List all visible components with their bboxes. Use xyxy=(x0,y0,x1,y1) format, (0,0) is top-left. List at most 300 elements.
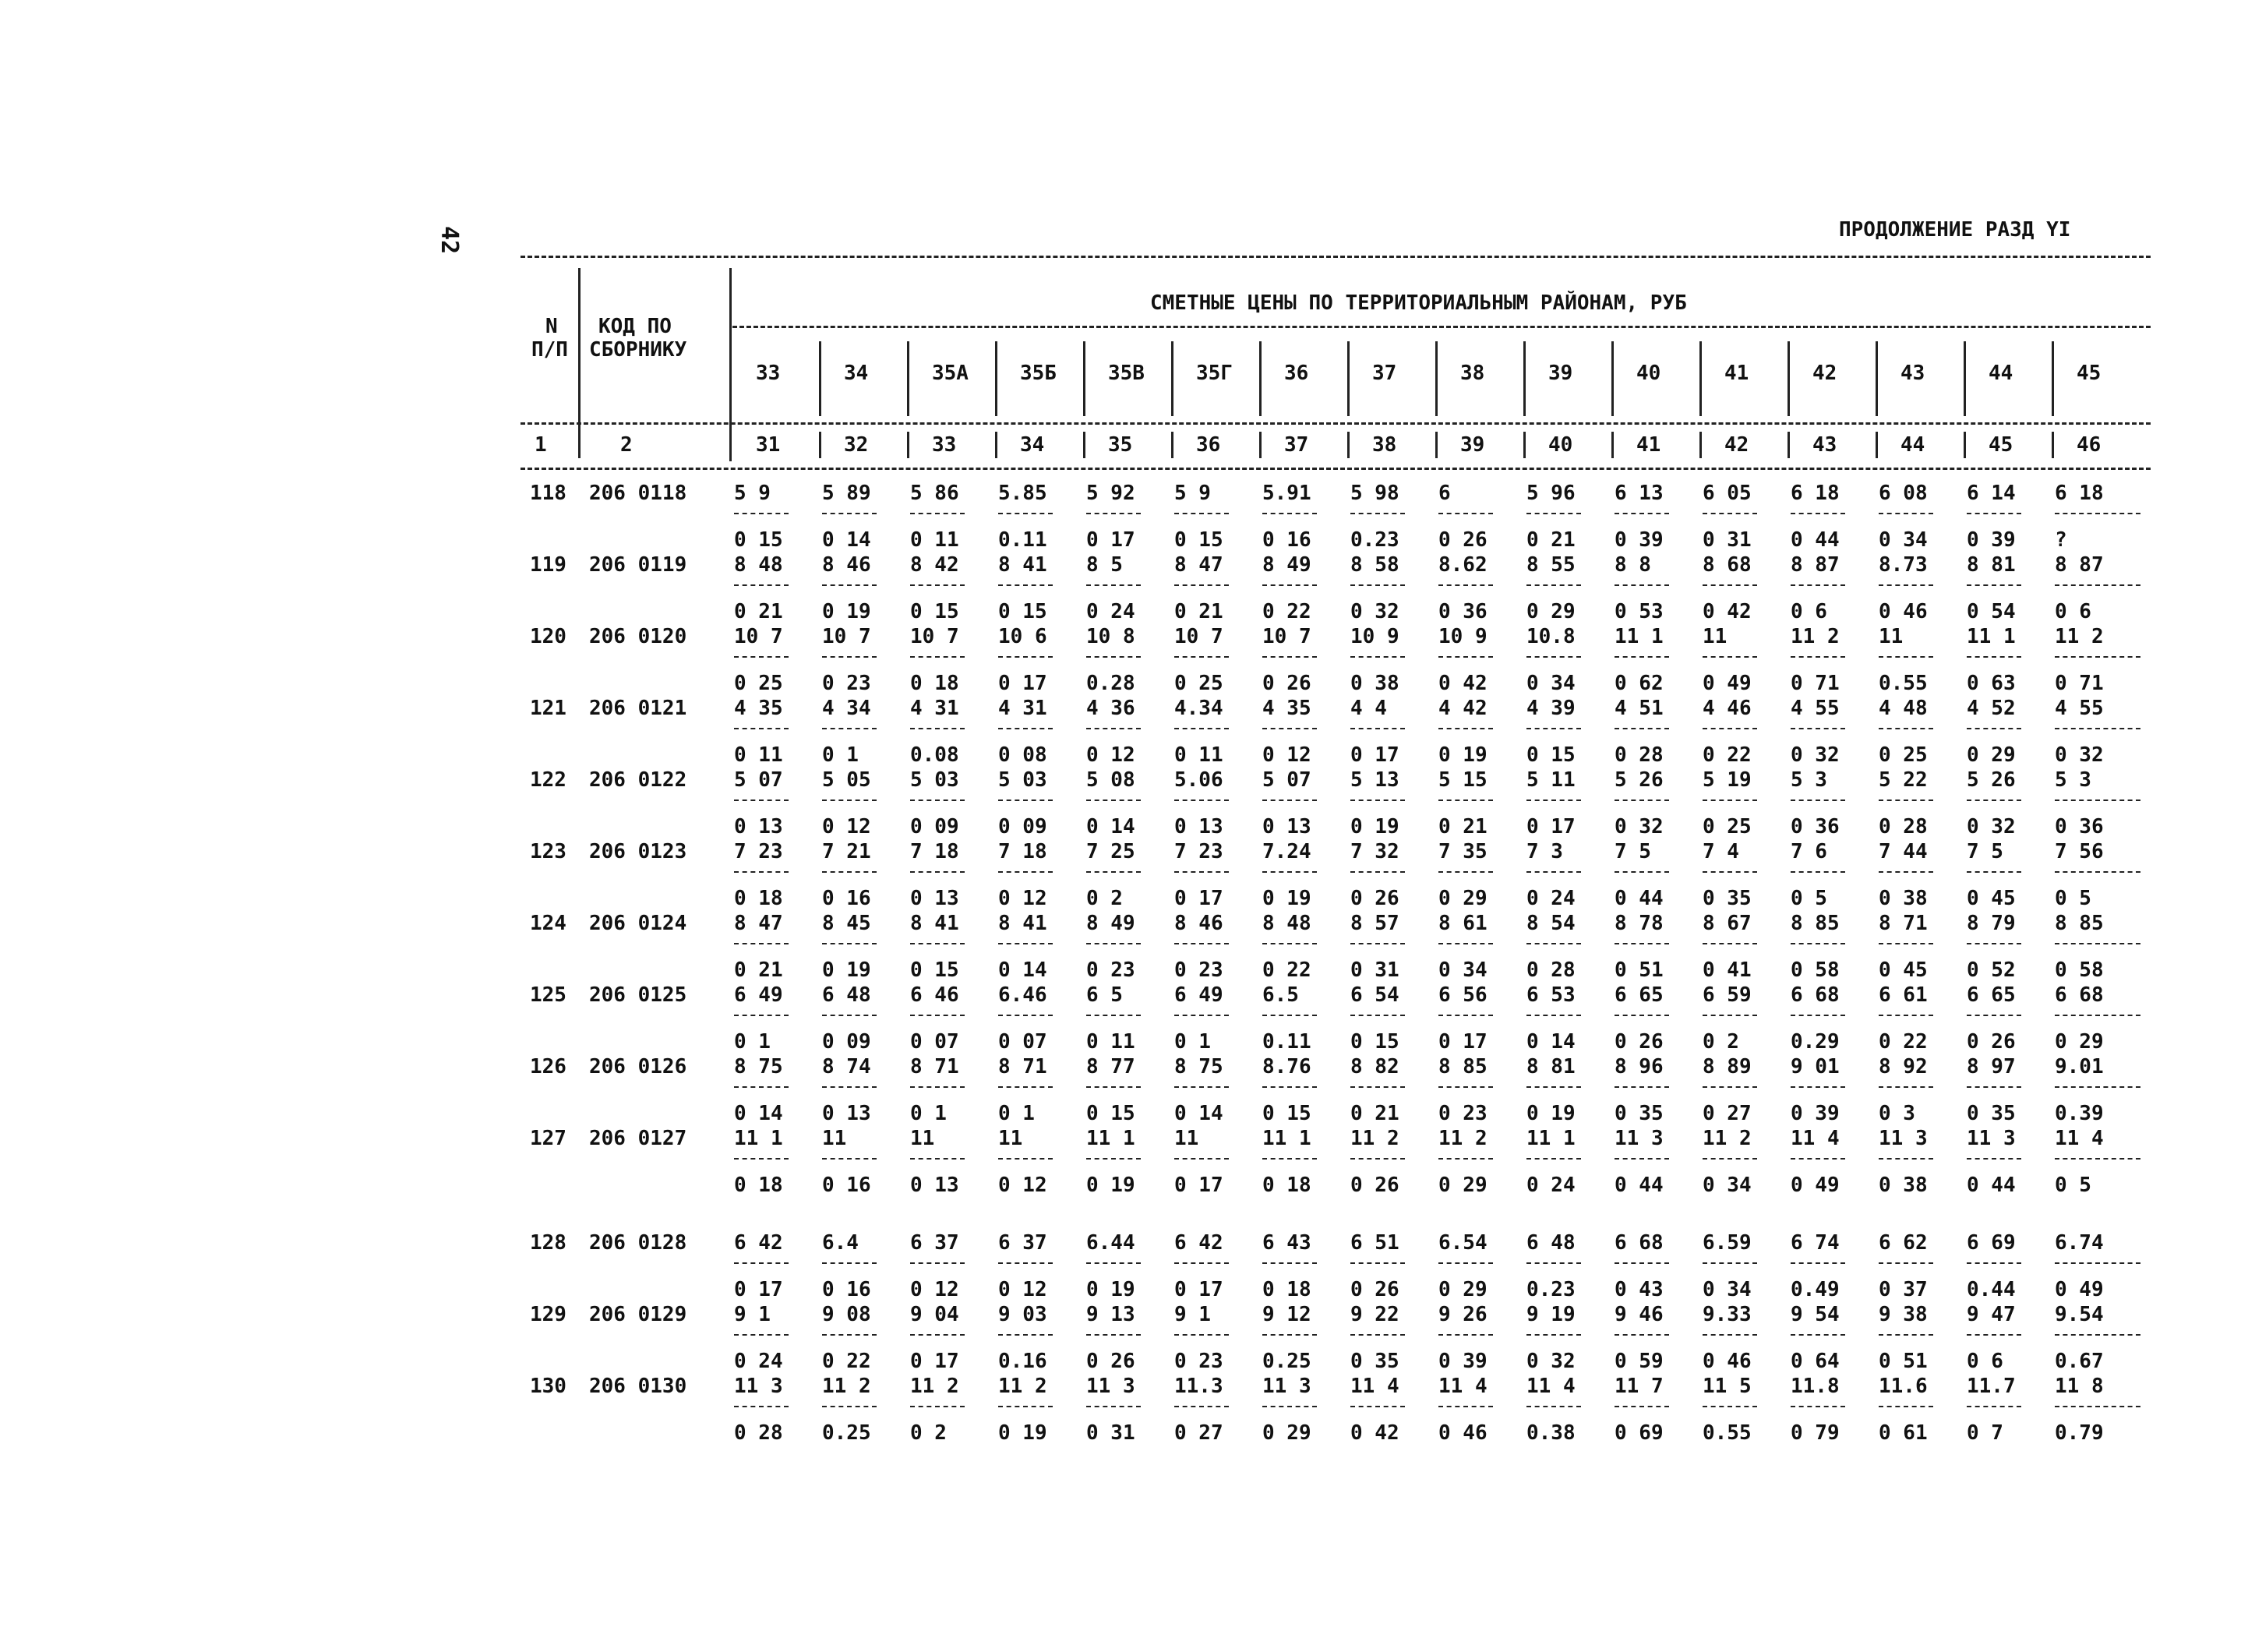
fraction-bar xyxy=(1086,1406,1141,1407)
labor-value: 0 34 xyxy=(1438,958,1488,982)
labor-value: 0 24 xyxy=(734,1350,783,1373)
price-value: 8 54 xyxy=(1526,912,1576,935)
column-separator xyxy=(1347,341,1350,416)
fraction-bar xyxy=(734,1158,789,1160)
labor-value: 0 15 xyxy=(1526,743,1576,767)
labor-value: 0 41 xyxy=(1703,958,1752,982)
price-value: 10 7 xyxy=(734,625,783,648)
fraction-bar xyxy=(1967,1334,2021,1336)
fraction-bar xyxy=(2055,1086,2140,1088)
labor-value: 0 26 xyxy=(1438,528,1488,552)
fraction-bar xyxy=(1879,800,1933,801)
fraction-bar xyxy=(2055,656,2140,658)
fraction-bar xyxy=(822,871,877,873)
price-value: 5 9 xyxy=(1174,482,1211,505)
price-value: 11 2 xyxy=(998,1375,1047,1398)
price-value: 8 67 xyxy=(1703,912,1752,935)
fraction-bar xyxy=(1438,584,1493,586)
labor-value: 0 28 xyxy=(1615,743,1664,767)
labor-value: ? xyxy=(2055,528,2067,552)
labor-value: 0 17 xyxy=(910,1350,959,1373)
labor-value: 0 25 xyxy=(1703,815,1752,838)
fraction-bar xyxy=(1879,1158,1933,1160)
fraction-bar xyxy=(1791,1262,1845,1264)
price-value: 6 65 xyxy=(1615,983,1664,1007)
labor-value: 0 58 xyxy=(2055,958,2104,982)
fraction-bar xyxy=(1438,871,1493,873)
fraction-bar xyxy=(734,1406,789,1407)
column-header-region: 41 xyxy=(1724,362,1749,385)
labor-value: 0 25 xyxy=(1879,743,1928,767)
labor-value: 0 71 xyxy=(1791,672,1840,695)
fraction-bar xyxy=(2055,800,2140,801)
fraction-bar xyxy=(2055,1015,2140,1016)
fraction-bar xyxy=(1350,728,1405,729)
fraction-bar xyxy=(1438,1015,1493,1016)
fraction-bar xyxy=(1526,1262,1581,1264)
fraction-bar xyxy=(734,1334,789,1336)
fraction-bar xyxy=(1526,1158,1581,1160)
fraction-bar xyxy=(1174,513,1229,514)
labor-value: 0 17 xyxy=(734,1278,783,1301)
price-value: 11.3 xyxy=(1174,1375,1223,1398)
fraction-bar xyxy=(822,800,877,801)
labor-value: 0 19 xyxy=(1350,815,1399,838)
labor-value: 0 21 xyxy=(734,600,783,623)
price-value: 8 58 xyxy=(1350,553,1399,577)
price-value: 5 07 xyxy=(1262,768,1311,792)
labor-value: 0 61 xyxy=(1879,1421,1928,1445)
price-value: 5 13 xyxy=(1350,768,1399,792)
fraction-bar xyxy=(1174,871,1229,873)
fraction-bar xyxy=(1703,584,1757,586)
price-value: 10 9 xyxy=(1350,625,1399,648)
price-value: 8 82 xyxy=(1350,1055,1399,1078)
fraction-bar xyxy=(1262,513,1317,514)
price-value: 8 45 xyxy=(822,912,871,935)
labor-value: 0 18 xyxy=(1262,1174,1311,1197)
price-value: 8 81 xyxy=(1526,1055,1576,1078)
fraction-bar xyxy=(998,1015,1053,1016)
column-header-region: 40 xyxy=(1636,362,1661,385)
labor-value: 0.11 xyxy=(1262,1030,1311,1054)
labor-value: 0 36 xyxy=(1791,815,1840,838)
column-separator xyxy=(578,432,581,458)
labor-value: 0 28 xyxy=(1526,958,1576,982)
column-separator xyxy=(1876,432,1878,458)
section-continuation-title: ПРОДОЛЖЕНИЕ РАЗД YI xyxy=(1839,218,2071,242)
fraction-bar xyxy=(734,728,789,729)
price-value: 10 7 xyxy=(1174,625,1223,648)
labor-value: 0 08 xyxy=(998,743,1047,767)
price-value: 6 5 xyxy=(1086,983,1123,1007)
price-value: 8.73 xyxy=(1879,553,1928,577)
price-value: 8 49 xyxy=(1262,553,1311,577)
labor-value: 0 11 xyxy=(1174,743,1223,767)
fraction-bar xyxy=(1262,584,1317,586)
price-value: 9 47 xyxy=(1967,1303,2016,1326)
labor-value: 0 19 xyxy=(822,958,871,982)
column-separator xyxy=(578,268,581,458)
fraction-bar xyxy=(1967,1406,2021,1407)
labor-value: 0 26 xyxy=(1967,1030,2016,1054)
price-value: 7 44 xyxy=(1879,840,1928,863)
price-value: 6.59 xyxy=(1703,1231,1752,1255)
fraction-bar xyxy=(1615,871,1669,873)
price-value: 11 4 xyxy=(2055,1127,2104,1150)
row-code: 206 0122 xyxy=(589,768,687,792)
labor-value: 0 14 xyxy=(1086,815,1135,838)
labor-value: 0 26 xyxy=(1086,1350,1135,1373)
fraction-bar xyxy=(1879,656,1933,658)
fraction-bar xyxy=(1174,1406,1229,1407)
labor-value: 0 36 xyxy=(2055,815,2104,838)
price-value: 8.62 xyxy=(1438,553,1488,577)
column-number: 45 xyxy=(1989,433,2013,457)
labor-value: 0.23 xyxy=(1350,528,1399,552)
fraction-bar xyxy=(1879,513,1933,514)
fraction-bar xyxy=(910,584,965,586)
price-value: 5 96 xyxy=(1526,482,1576,505)
labor-value: 0 32 xyxy=(2055,743,2104,767)
labor-value: 0 35 xyxy=(1615,1102,1664,1125)
price-value: 5.06 xyxy=(1174,768,1223,792)
fraction-bar xyxy=(1615,1015,1669,1016)
fraction-bar xyxy=(1526,1086,1581,1088)
column-header-region: 35А xyxy=(932,362,969,385)
price-value: 5 11 xyxy=(1526,768,1576,792)
price-value: 4 55 xyxy=(2055,697,2104,720)
price-value: 4 46 xyxy=(1703,697,1752,720)
labor-value: 0 19 xyxy=(1262,887,1311,910)
labor-value: 0 21 xyxy=(1526,528,1576,552)
fraction-bar xyxy=(734,800,789,801)
price-value: 9 46 xyxy=(1615,1303,1664,1326)
price-value: 8 8 xyxy=(1615,553,1651,577)
fraction-bar xyxy=(910,1406,965,1407)
fraction-bar xyxy=(1615,1158,1669,1160)
price-value: 8 92 xyxy=(1879,1055,1928,1078)
labor-value: 0 22 xyxy=(1262,600,1311,623)
price-value: 9.54 xyxy=(2055,1303,2104,1326)
fraction-bar xyxy=(1967,871,2021,873)
fraction-bar xyxy=(1526,943,1581,944)
labor-value: 0 53 xyxy=(1615,600,1664,623)
price-value: 11 2 xyxy=(1350,1127,1399,1150)
table-rule xyxy=(521,468,2151,470)
price-value: 9.33 xyxy=(1703,1303,1752,1326)
price-value: 5 22 xyxy=(1879,768,1928,792)
labor-value: 0 23 xyxy=(1086,958,1135,982)
labor-value: 0 39 xyxy=(1791,1102,1840,1125)
price-value: 8 74 xyxy=(822,1055,871,1078)
table-rule xyxy=(732,326,2151,328)
fraction-bar xyxy=(1350,871,1405,873)
fraction-bar xyxy=(1262,871,1317,873)
fraction-bar xyxy=(1350,1406,1405,1407)
column-number: 36 xyxy=(1196,433,1221,457)
price-value: 4 35 xyxy=(1262,697,1311,720)
labor-value: 0 3 xyxy=(1879,1102,1915,1125)
price-value: 8.76 xyxy=(1262,1055,1311,1078)
fraction-bar xyxy=(998,1406,1053,1407)
labor-value: 0.28 xyxy=(1086,672,1135,695)
fraction-bar xyxy=(1350,800,1405,801)
fraction-bar xyxy=(2055,1158,2140,1160)
fraction-bar xyxy=(1703,1158,1757,1160)
labor-value: 0 17 xyxy=(1086,528,1135,552)
labor-value: 0 22 xyxy=(1879,1030,1928,1054)
price-value: 11 3 xyxy=(1967,1127,2016,1150)
row-number: 125 xyxy=(530,983,566,1007)
price-value: 8 75 xyxy=(734,1055,783,1078)
labor-value: 0.08 xyxy=(910,743,959,767)
labor-value: 0 16 xyxy=(822,1278,871,1301)
price-value: 6 13 xyxy=(1615,482,1664,505)
fraction-bar xyxy=(1791,728,1845,729)
fraction-bar xyxy=(1262,943,1317,944)
price-value: 11 1 xyxy=(734,1127,783,1150)
labor-value: 0 49 xyxy=(1703,672,1752,695)
column-header-region: 43 xyxy=(1900,362,1925,385)
fraction-bar xyxy=(1262,728,1317,729)
price-value: 5 98 xyxy=(1350,482,1399,505)
fraction-bar xyxy=(910,513,965,514)
column-header-region: 33 xyxy=(756,362,781,385)
price-value: 7 56 xyxy=(2055,840,2104,863)
price-value: 9 38 xyxy=(1879,1303,1928,1326)
price-value: 7 18 xyxy=(910,840,959,863)
fraction-bar xyxy=(1703,656,1757,658)
labor-value: 0.55 xyxy=(1703,1421,1752,1445)
fraction-bar xyxy=(734,1015,789,1016)
labor-value: 0 18 xyxy=(910,672,959,695)
fraction-bar xyxy=(2055,584,2140,586)
price-value: 8 47 xyxy=(734,912,783,935)
labor-value: 0 32 xyxy=(1791,743,1840,767)
labor-value: 0 26 xyxy=(1262,672,1311,695)
labor-value: 0 34 xyxy=(1703,1278,1752,1301)
price-value: 9 08 xyxy=(822,1303,871,1326)
fraction-bar xyxy=(1967,656,2021,658)
column-header-region: 35Б xyxy=(1020,362,1057,385)
labor-value: 0 1 xyxy=(910,1102,947,1125)
column-separator xyxy=(2052,432,2054,458)
row-code: 206 0130 xyxy=(589,1375,687,1398)
fraction-bar xyxy=(1703,1262,1757,1264)
fraction-bar xyxy=(1703,943,1757,944)
fraction-bar xyxy=(1526,656,1581,658)
price-value: 11 2 xyxy=(822,1375,871,1398)
fraction-bar xyxy=(1350,584,1405,586)
labor-value: 0 26 xyxy=(1615,1030,1664,1054)
price-value: 6 37 xyxy=(910,1231,959,1255)
fraction-bar xyxy=(822,728,877,729)
column-number: 42 xyxy=(1724,433,1749,457)
column-number: 46 xyxy=(2077,433,2102,457)
price-value: 9 19 xyxy=(1526,1303,1576,1326)
labor-value: 0 38 xyxy=(1879,1174,1928,1197)
column-separator xyxy=(1788,432,1790,458)
labor-value: 0 27 xyxy=(1703,1102,1752,1125)
price-value: 6 68 xyxy=(1615,1231,1664,1255)
fraction-bar xyxy=(1703,800,1757,801)
fraction-bar xyxy=(998,728,1053,729)
fraction-bar xyxy=(1526,584,1581,586)
labor-value: 0 35 xyxy=(1350,1350,1399,1373)
column-header-region: 35Г xyxy=(1196,362,1233,385)
labor-value: 0 24 xyxy=(1086,600,1135,623)
column-separator xyxy=(1435,432,1438,458)
row-number: 120 xyxy=(530,625,566,648)
fraction-bar xyxy=(1262,1334,1317,1336)
fraction-bar xyxy=(1791,800,1845,801)
fraction-bar xyxy=(1262,1015,1317,1016)
labor-value: 0 26 xyxy=(1350,887,1399,910)
column-separator xyxy=(1611,432,1614,458)
price-value: 8 87 xyxy=(2055,553,2104,577)
labor-value: 0 6 xyxy=(2055,600,2091,623)
labor-value: 0 25 xyxy=(1174,672,1223,695)
labor-value: 0 51 xyxy=(1879,1350,1928,1373)
labor-value: 0 18 xyxy=(1262,1278,1311,1301)
fraction-bar xyxy=(1262,1262,1317,1264)
fraction-bar xyxy=(1086,584,1141,586)
column-number: 39 xyxy=(1460,433,1485,457)
price-value: 4 39 xyxy=(1526,697,1576,720)
price-value: 10 7 xyxy=(1262,625,1311,648)
labor-value: 0 23 xyxy=(1174,958,1223,982)
fraction-bar xyxy=(998,1334,1053,1336)
fraction-bar xyxy=(1791,1015,1845,1016)
price-value: 7 21 xyxy=(822,840,871,863)
price-value: 7 25 xyxy=(1086,840,1135,863)
labor-value: 0 13 xyxy=(1262,815,1311,838)
price-value: 4 55 xyxy=(1791,697,1840,720)
column-separator xyxy=(907,432,909,458)
fraction-bar xyxy=(1879,728,1933,729)
fraction-bar xyxy=(1086,513,1141,514)
price-value: 11 5 xyxy=(1703,1375,1752,1398)
row-code: 206 0129 xyxy=(589,1303,687,1326)
fraction-bar xyxy=(1438,1334,1493,1336)
labor-value: 0 07 xyxy=(910,1030,959,1054)
fraction-bar xyxy=(910,871,965,873)
row-number: 122 xyxy=(530,768,566,792)
labor-value: 0 34 xyxy=(1703,1174,1752,1197)
column-header-region: 42 xyxy=(1812,362,1837,385)
column-separator xyxy=(729,268,732,461)
fraction-bar xyxy=(1615,1262,1669,1264)
price-value: 8 61 xyxy=(1438,912,1488,935)
price-value: 11 8 xyxy=(2055,1375,2104,1398)
price-value: 5 26 xyxy=(1967,768,2016,792)
fraction-bar xyxy=(1879,1086,1933,1088)
labor-value: 0 2 xyxy=(910,1421,947,1445)
fraction-bar xyxy=(1438,1086,1493,1088)
price-value: 6.44 xyxy=(1086,1231,1135,1255)
price-value: 8 71 xyxy=(998,1055,1047,1078)
fraction-bar xyxy=(1791,871,1845,873)
column-separator xyxy=(995,432,997,458)
labor-value: 0.67 xyxy=(2055,1350,2104,1373)
fraction-bar xyxy=(1526,1334,1581,1336)
labor-value: 0.25 xyxy=(1262,1350,1311,1373)
price-value: 11 3 xyxy=(1262,1375,1311,1398)
fraction-bar xyxy=(1703,1406,1757,1407)
fraction-bar xyxy=(1438,1158,1493,1160)
fraction-bar xyxy=(2055,1262,2140,1264)
labor-value: 0.25 xyxy=(822,1421,871,1445)
labor-value: 0 19 xyxy=(1526,1102,1576,1125)
fraction-bar xyxy=(1086,1262,1141,1264)
price-value: 7 35 xyxy=(1438,840,1488,863)
fraction-bar xyxy=(1438,656,1493,658)
price-value: 8 46 xyxy=(822,553,871,577)
price-value: 6.5 xyxy=(1262,983,1299,1007)
fraction-bar xyxy=(1791,1086,1845,1088)
labor-value: 0.38 xyxy=(1526,1421,1576,1445)
column-separator xyxy=(819,341,821,416)
labor-value: 0 14 xyxy=(734,1102,783,1125)
labor-value: 0 11 xyxy=(734,743,783,767)
fraction-bar xyxy=(1967,1158,2021,1160)
labor-value: 0 2 xyxy=(1703,1030,1739,1054)
column-separator xyxy=(1788,341,1790,416)
fraction-bar xyxy=(734,1086,789,1088)
fraction-bar xyxy=(1438,728,1493,729)
labor-value: 0 26 xyxy=(1350,1174,1399,1197)
price-value: 6 69 xyxy=(1967,1231,2016,1255)
column-separator xyxy=(1435,341,1438,416)
price-value: 8 5 xyxy=(1086,553,1123,577)
fraction-bar xyxy=(1615,1334,1669,1336)
price-value: 4 35 xyxy=(734,697,783,720)
labor-value: 0 31 xyxy=(1703,528,1752,552)
labor-value: 0 35 xyxy=(1967,1102,2016,1125)
labor-value: 0 15 xyxy=(1262,1102,1311,1125)
column-number: 38 xyxy=(1372,433,1397,457)
price-value: 6 48 xyxy=(1526,1231,1576,1255)
fraction-bar xyxy=(822,1262,877,1264)
fraction-bar xyxy=(2055,1406,2140,1407)
price-value: 5.85 xyxy=(998,482,1047,505)
labor-value: 0.39 xyxy=(2055,1102,2104,1125)
price-value: 4.34 xyxy=(1174,697,1223,720)
labor-value: 0 19 xyxy=(822,600,871,623)
fraction-bar xyxy=(1615,1406,1669,1407)
labor-value: 0 14 xyxy=(822,528,871,552)
price-value: 8 57 xyxy=(1350,912,1399,935)
labor-value: 0 15 xyxy=(1350,1030,1399,1054)
price-value: 5 26 xyxy=(1615,768,1664,792)
labor-value: 0 22 xyxy=(1262,958,1311,982)
labor-value: 0 28 xyxy=(1879,815,1928,838)
labor-value: 0 35 xyxy=(1703,887,1752,910)
labor-value: 0 18 xyxy=(734,887,783,910)
labor-value: 0 15 xyxy=(910,600,959,623)
labor-value: 0 1 xyxy=(822,743,859,767)
price-value: 4 31 xyxy=(910,697,959,720)
price-value: 6.46 xyxy=(998,983,1047,1007)
labor-value: 0 79 xyxy=(1791,1421,1840,1445)
labor-value: 0 49 xyxy=(1791,1174,1840,1197)
fraction-bar xyxy=(1703,1086,1757,1088)
labor-value: 0 32 xyxy=(1526,1350,1576,1373)
labor-value: 0.29 xyxy=(1791,1030,1840,1054)
fraction-bar xyxy=(1615,943,1669,944)
fraction-bar xyxy=(1174,1334,1229,1336)
